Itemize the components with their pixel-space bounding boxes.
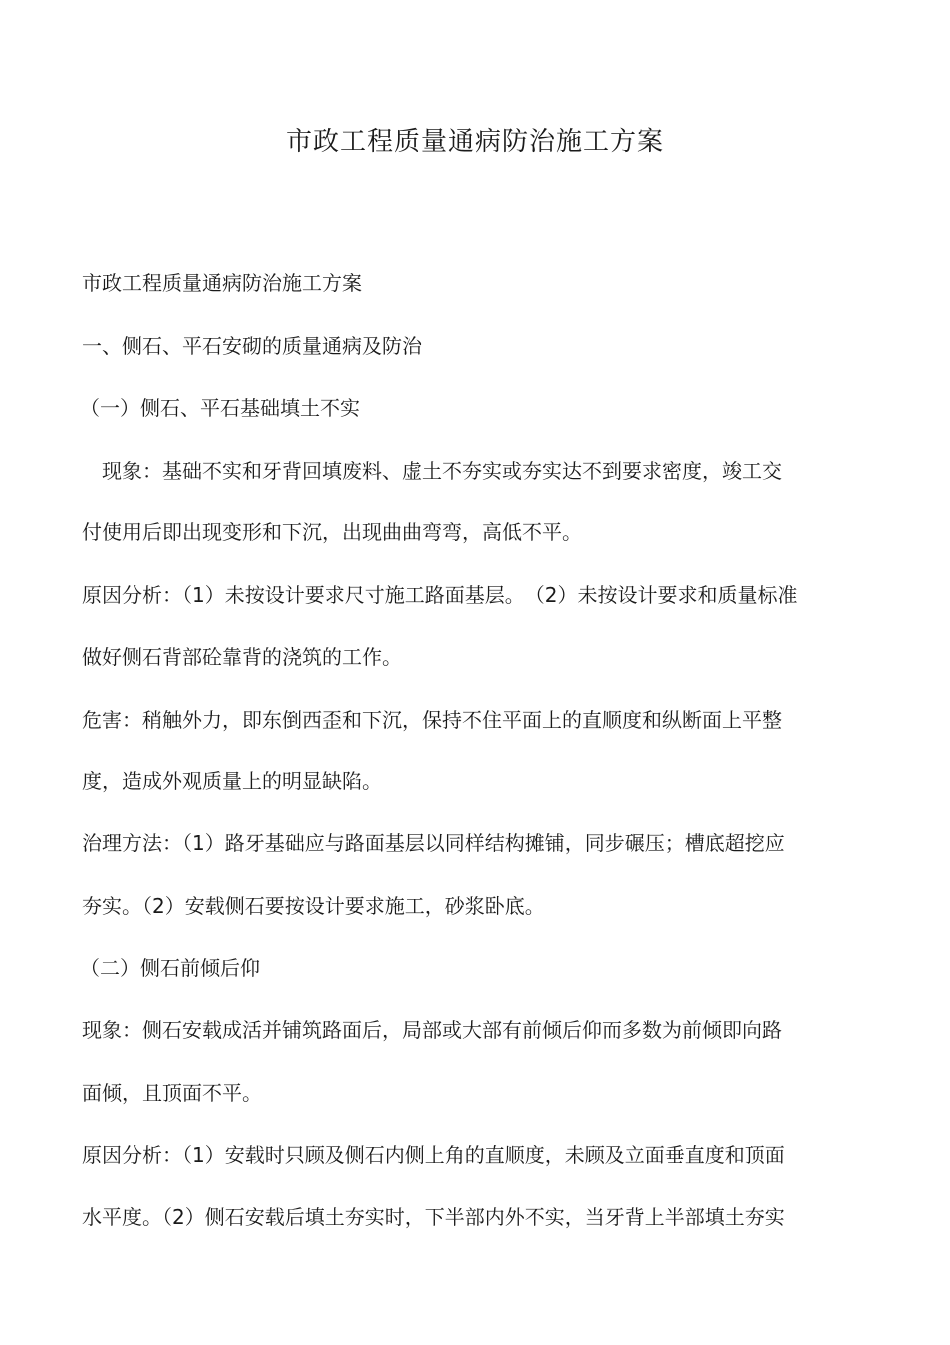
document-title: 市政工程质量通病防治施工方案 [285,127,664,157]
paragraph-line: 做好侧石背部砼靠背的浇筑的工作。 [82,645,402,669]
paragraph-line: 付使用后即出现变形和下沉，出现曲曲弯弯，高低不平。 [82,520,582,544]
paragraph-line: 现象：基础不实和牙背回填废料、虚土不夯实或夯实达不到要求密度，竣工交 [82,459,782,483]
paragraph-line: 危害：稍触外力，即东倒西歪和下沉，保持不住平面上的直顺度和纵断面上平整 [82,708,782,732]
paragraph-line: 度，造成外观质量上的明显缺陷。 [82,769,382,793]
paragraph-line: 现象：侧石安载成活并铺筑路面后，局部或大部有前倾后仰而多数为前倾即向路 [82,1018,782,1042]
paragraph-line: 原因分析：（1）安载时只顾及侧石内侧上角的直顺度，未顾及立面垂直度和顶面 [82,1143,785,1167]
paragraph-line: 夯实。（2）安载侧石要按设计要求施工，砂浆卧底。 [82,894,545,918]
section-heading-1: 一、侧石、平石安砌的质量通病及防治 [82,334,422,358]
paragraph-line: 原因分析：（1）未按设计要求尺寸施工路面基层。 （2）未按设计要求和质量标准 [82,583,798,607]
subsection-heading-2: （二）侧石前倾后仰 [80,956,260,980]
body-heading-repeat-title: 市政工程质量通病防治施工方案 [82,271,362,295]
subsection-heading-1: （一）侧石、平石基础填土不实 [80,396,360,420]
paragraph-line: 面倾，且顶面不平。 [82,1081,262,1105]
paragraph-line: 水平度。（2）侧石安载后填土夯实时，下半部内外不实，当牙背上半部填土夯实 [82,1205,785,1229]
paragraph-line: 治理方法：（1）路牙基础应与路面基层以同样结构摊铺，同步碾压；槽底超挖应 [82,831,785,855]
